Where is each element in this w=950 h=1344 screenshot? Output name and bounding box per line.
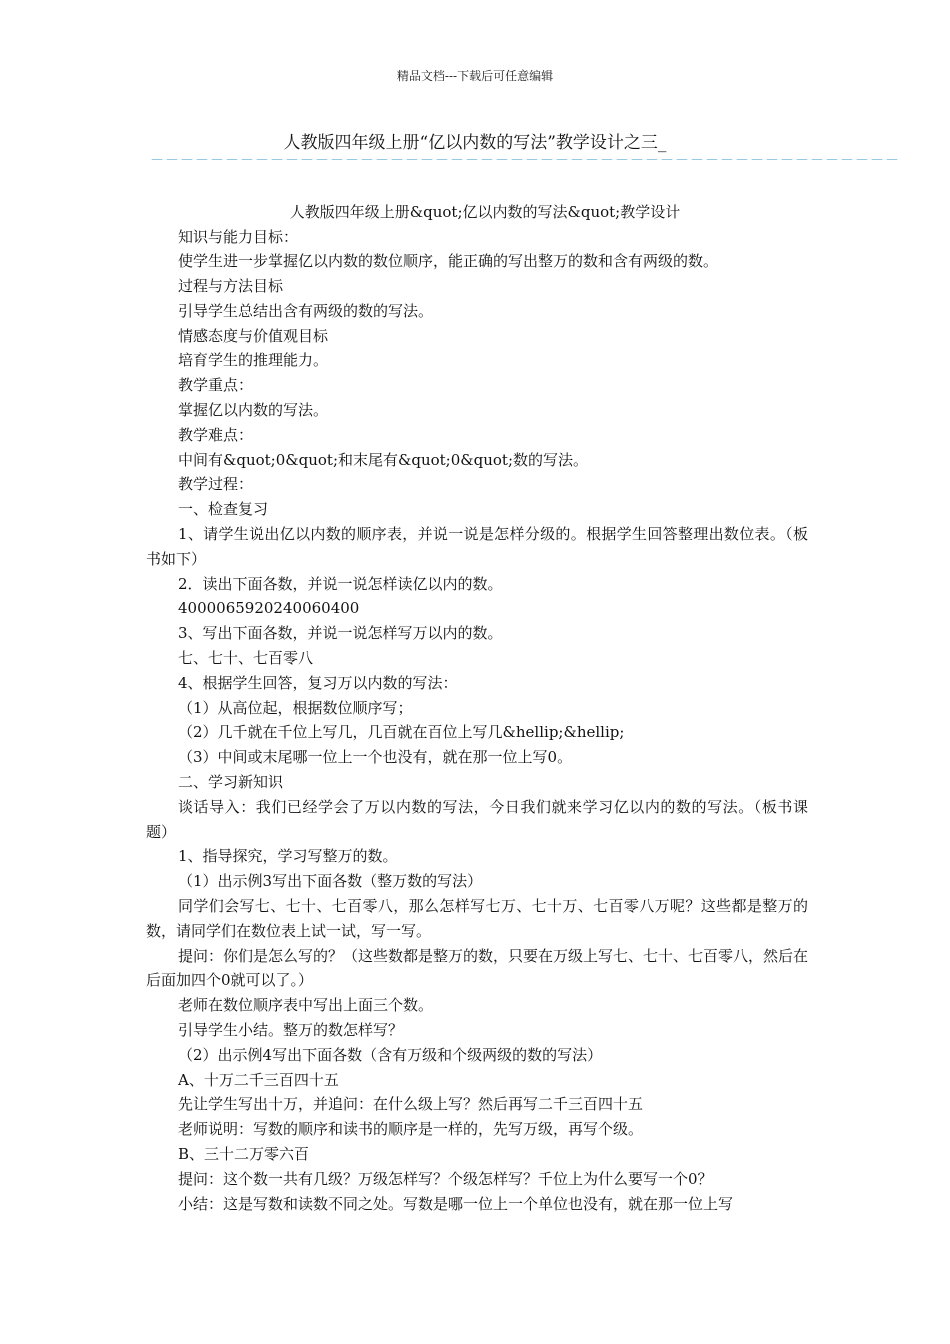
paragraph: 知识与能力目标： <box>178 227 299 246</box>
paragraph: 谈话导入：我们已经学会了万以内数的写法，今日我们就来学习亿以内的数的写法。（板书课题） <box>146 797 808 841</box>
paragraph: 二、学习新知识 <box>178 773 284 792</box>
paragraph: 引导学生小结。整万的数怎样写？ <box>178 1021 404 1039</box>
paragraph: （3）中间或末尾哪一位上一个也没有，就在那一位上写0。 <box>178 748 573 767</box>
paragraph: 1、指导探究，学习写整万的数。 <box>178 847 398 866</box>
paragraph: 老师说明：写数的顺序和读书的顺序是一样的，先写万级，再写个级。 <box>178 1120 644 1139</box>
paragraph: 提问：这个数一共有几级？万级怎样写？个级怎样写？千位上为什么要写一个0？ <box>178 1169 713 1188</box>
paragraph: 小结：这是写数和读数不同之处。写数是哪一位上一个单位也没有，就在那一位上写 <box>178 1194 734 1213</box>
paragraph: 教学难点： <box>178 425 254 444</box>
paragraph: 中间有&quot;0&quot;和末尾有&quot;0&quot;数的写法。 <box>178 450 588 469</box>
document-body <box>146 200 808 1216</box>
paragraph: 4000065920240060400 <box>178 599 360 618</box>
paragraph: 教学过程： <box>178 475 254 494</box>
paragraph: B、三十二万零六百 <box>178 1144 310 1163</box>
paragraph: 掌握亿以内数的写法。 <box>178 401 329 420</box>
lesson-subtitle: 人教版四年级上册&quot;亿以内数的写法&quot;教学设计 <box>289 203 681 221</box>
paragraph: 1、请学生说出亿以内数的顺序表，并说一说是怎样分级的。根据学生回答整理出数位表。（板书如下） <box>146 525 808 568</box>
header-note: 精品文档---下载后可任意编辑 <box>396 69 554 83</box>
paragraph: 同学们会写七、七十、七百零八，那么怎样写七万、七十万、七百零八万呢？这些都是整万的数，请同学们在数位表上试一试，写一写。 <box>146 897 808 940</box>
paragraph: 教学重点： <box>178 376 254 395</box>
paragraph: 3、写出下面各数，并说一说怎样写万以内的数。 <box>178 624 503 643</box>
paragraph: 情感态度与价值观目标 <box>178 326 329 345</box>
paragraph: 引导学生总结出含有两级的数的写法。 <box>178 301 434 320</box>
paragraph-list <box>146 225 808 1217</box>
paragraph: 一、检查复习 <box>178 500 269 519</box>
paragraph: A、十万二千三百四十五 <box>178 1070 339 1089</box>
paragraph: （1）从高位起，根据数位顺序写； <box>178 698 413 717</box>
document-title: 人教版四年级上册“亿以内数的写法”教学设计之三_ <box>283 133 667 153</box>
paragraph: 4、根据学生回答，复习万以内数的写法： <box>178 673 458 692</box>
paragraph: 培育学生的推理能力。 <box>178 351 329 370</box>
paragraph: 先让学生写出十万，并追问：在什么级上写？然后再写二千三百四十五 <box>178 1095 644 1114</box>
paragraph: （2）出示例4写出下面各数（含有万级和个级两级的数的写法） <box>178 1045 603 1064</box>
paragraph: 提问：你们是怎么写的？（这些数都是整万的数，只要在万级上写七、七十、七百零八，然后在后面加四个0就可以了。） <box>146 946 809 990</box>
paragraph: （2）几千就在千位上写几，几百就在百位上写几&hellip;&hellip; <box>178 723 625 742</box>
paragraph: （1）出示例3写出下面各数（整万数的写法） <box>178 872 483 891</box>
paragraph: 过程与方法目标 <box>178 277 284 296</box>
paragraph: 七、七十、七百零八 <box>178 649 314 668</box>
paragraph: 老师在数位顺序表中写出上面三个数。 <box>178 996 434 1015</box>
paragraph: 2．读出下面各数，并说一说怎样读亿以内的数。 <box>178 574 503 593</box>
paragraph: 使学生进一步掌握亿以内数的数位顺序，能正确的写出整万的数和含有两级的数。 <box>178 252 719 271</box>
dashed-divider: －－－－－－－－－－－－－－－－－－－－－－－－－－－－－－－－－－－－－－－－－－－－－－－－－－ <box>150 153 900 169</box>
